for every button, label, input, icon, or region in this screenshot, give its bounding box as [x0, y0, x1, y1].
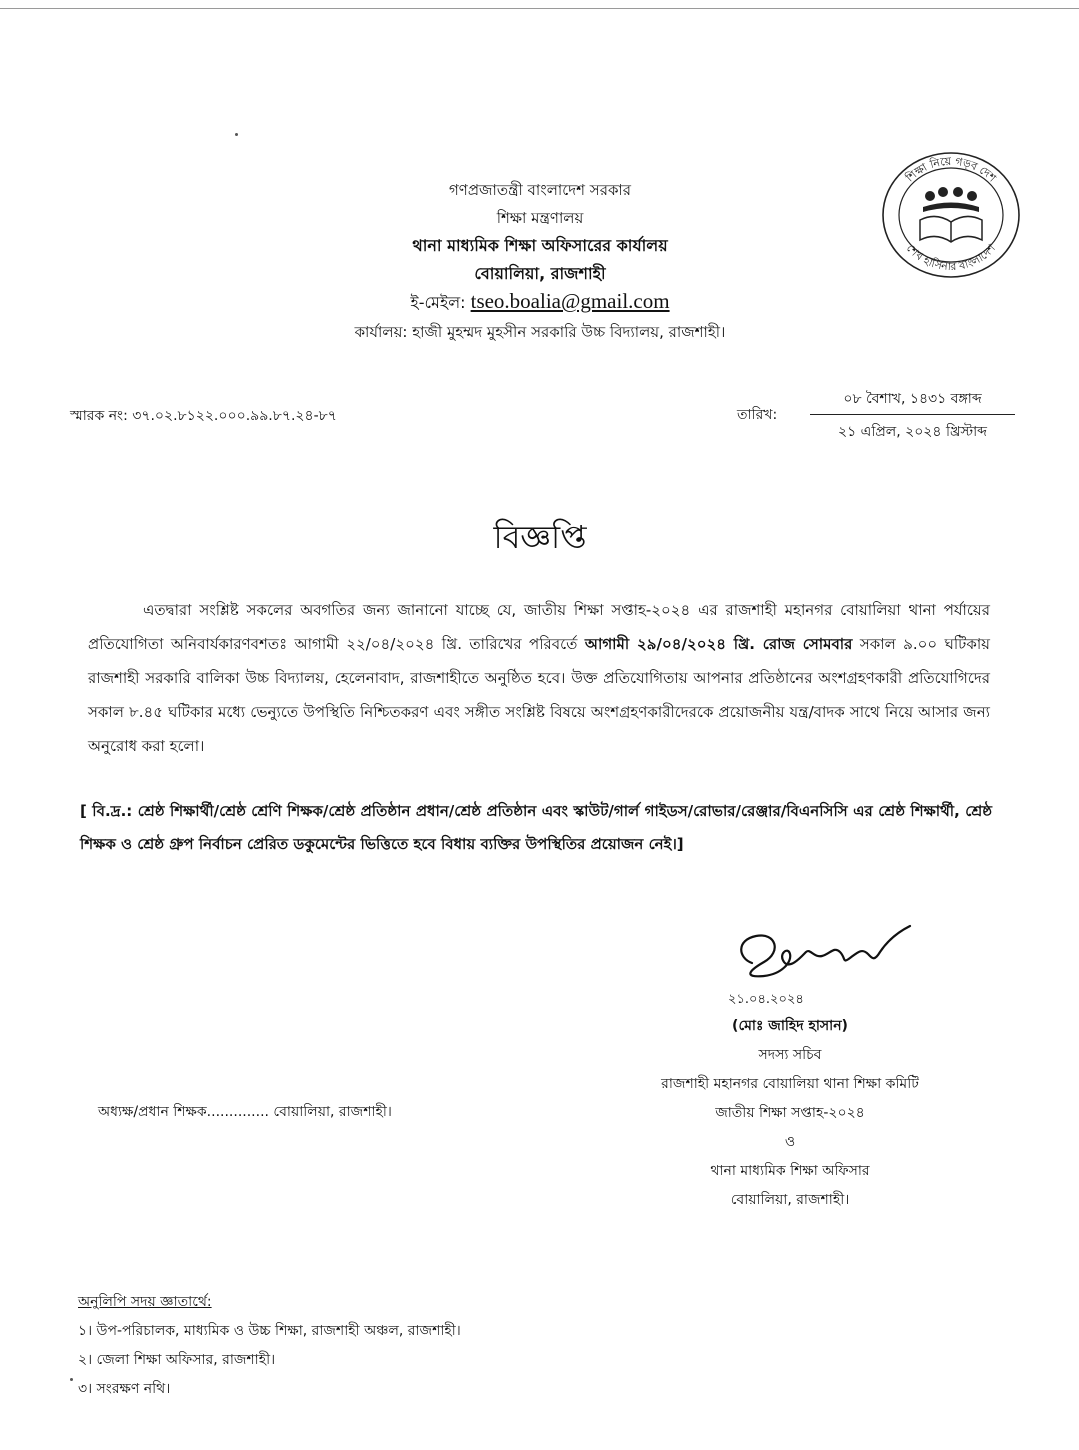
- copy-list-heading: অনুলিপি সদয় জ্ঞাতার্থে:: [78, 1294, 212, 1310]
- email-label: ই-মেইল:: [410, 293, 466, 312]
- notice-body-text-cont: সকাল ৯.০০ ঘটিকায় রাজশাহী সরকারি বালিকা উচ্চ বিদ্যালয়, হেলেনাবাদ, রাজশাহীতে অনুষ্ঠিত হবে। উক্ত প্রতিযোগিতায় আপনার প্রতিষ্ঠানের অংশগ্রহণকারী প্রতিযোগিদের সকাল ৮.৪৫ ঘটিকার মধ্যে ভেন্যুতে উপস্থিতি নিশ্চিতকরণ এবং সঙ্গীত সংশ্লিষ্ট বিষয়ে অংশগ্রহণকারীদেরকে প্রয়োজনীয় যন্ত্র/বাদক সাথে নিয়ে আসার জন্য অনুরোধ করা হলো।: [88, 635, 991, 755]
- signatory-event: জাতীয় শিক্ষা সপ্তাহ-২০২৪: [715, 1105, 865, 1121]
- header-ministry: শিক্ষা মন্ত্রণালয়: [496, 209, 584, 227]
- signatory-role: সদস্য সচিব: [758, 1047, 822, 1063]
- handwritten-signature: [730, 918, 915, 990]
- signatory-name: (মোঃ জাহিদ হাসান): [732, 1018, 848, 1034]
- notice-note: [ বি.দ্র.: শ্রেষ্ঠ শিক্ষার্থী/শ্রেষ্ঠ শ্রেণি শিক্ষক/শ্রেষ্ঠ প্রতিষ্ঠান প্রধান/শ্রেষ্ঠ প্রতিষ্ঠান এবং স্কাউট/গার্ল গাইডস/রোভার/রেঞ্জার/বিএনসিসি এর শ্রেষ্ঠ শিক্ষার্থী, শ্রেষ্ঠ শিক্ষক ও শ্রেষ্ঠ গ্রুপ নির্বাচন প্রেরিত ডকুমেন্টের ভিত্তিতে হবে বিধায় ব্যক্তির উপস্থিতির প্রয়োজন নেই।]: [80, 802, 992, 853]
- memo-number: স্মারক নং: ৩৭.০২.৮১২২.০০০.৯৯.৮৭.২৪-৮৭: [70, 408, 337, 424]
- header-office-address: কার্যালয়: হাজী মুহম্মদ মুহসীন সরকারি উচ্চ বিদ্যালয়, রাজশাহী।: [354, 323, 726, 341]
- date-label: তারিখ:: [737, 407, 778, 423]
- notice-title: বিজ্ঞপ্তি: [493, 518, 587, 556]
- header-email-line: [200, 291, 880, 313]
- header-government: গণপ্রজাতন্ত্রী বাংলাদেশ সরকার: [448, 181, 632, 199]
- email-link[interactable]: tseo.boalia@gmail.com: [470, 289, 670, 313]
- signatory-block: [580, 1012, 1000, 1215]
- notice-body: [88, 593, 990, 763]
- header-location: বোয়ালিয়া, রাজশাহী: [474, 264, 606, 283]
- header-office-name: থানা মাধ্যমিক শিক্ষা অফিসারের কার্যালয়: [412, 236, 668, 255]
- signatory-and: ও: [784, 1134, 796, 1150]
- addressee: অধ্যক্ষ/প্রধান শিক্ষক.............. বোয়ালিয়া, রাজশাহী।: [98, 1104, 392, 1120]
- date-english: ২১ এপ্রিল, ২০২৪ খ্রিস্টাব্দ: [838, 424, 987, 440]
- copy-list-item: ১। উপ-পরিচালক, মাধ্যমিক ও উচ্চ শিক্ষা, রাজশাহী অঞ্চল, রাজশাহী।: [78, 1323, 461, 1339]
- svg-text:শেখ হাসিনার বাংলাদেশ: শেখ হাসিনার বাংলাদেশ: [903, 241, 999, 274]
- scan-speck: [235, 133, 238, 136]
- scan-speck: [70, 1378, 73, 1381]
- page-top-border: [0, 8, 1079, 9]
- copy-list: [78, 1288, 461, 1404]
- copy-list-item: ৩। সংরক্ষণ নথি।: [78, 1381, 171, 1397]
- education-seal-logo: [880, 150, 1022, 280]
- copy-list-item: ২। জেলা শিক্ষা অফিসার, রাজশাহী।: [78, 1352, 276, 1368]
- svg-text:শিক্ষা নিয়ে গড়ব দেশ: শিক্ষা নিয়ে গড়ব দেশ: [903, 154, 999, 185]
- signatory-office: থানা মাধ্যমিক শিক্ষা অফিসার: [710, 1163, 870, 1179]
- notice-body-new-date: আগামী ২৯/০৪/২০২৪ খ্রি. রোজ সোমবার: [584, 635, 853, 653]
- date-bangla: ০৮ বৈশাখ, ১৪৩১ বঙ্গাব্দ: [810, 387, 1015, 415]
- signatory-location: বোয়ালিয়া, রাজশাহী।: [730, 1192, 850, 1208]
- signatory-committee: রাজশাহী মহানগর বোয়ালিয়া থানা শিক্ষা কমিটি: [661, 1076, 919, 1092]
- notice-body-text: এতদ্বারা সংশ্লিষ্ট সকলের অবগতির জন্য জানানো যাচ্ছে যে, জাতীয় শিক্ষা সপ্তাহ-২০২৪ এর রাজশাহী মহানগর বোয়ালিয়া থানা পর্যায়ের প্রতিযোগিতা অনিবার্যকারণবশতঃ আগামী ২২/০৪/২০২৪ খ্রি. তারিখের পরিবর্তে: [88, 601, 990, 653]
- signature-date: ২১.০৪.২০২৪: [728, 992, 804, 1007]
